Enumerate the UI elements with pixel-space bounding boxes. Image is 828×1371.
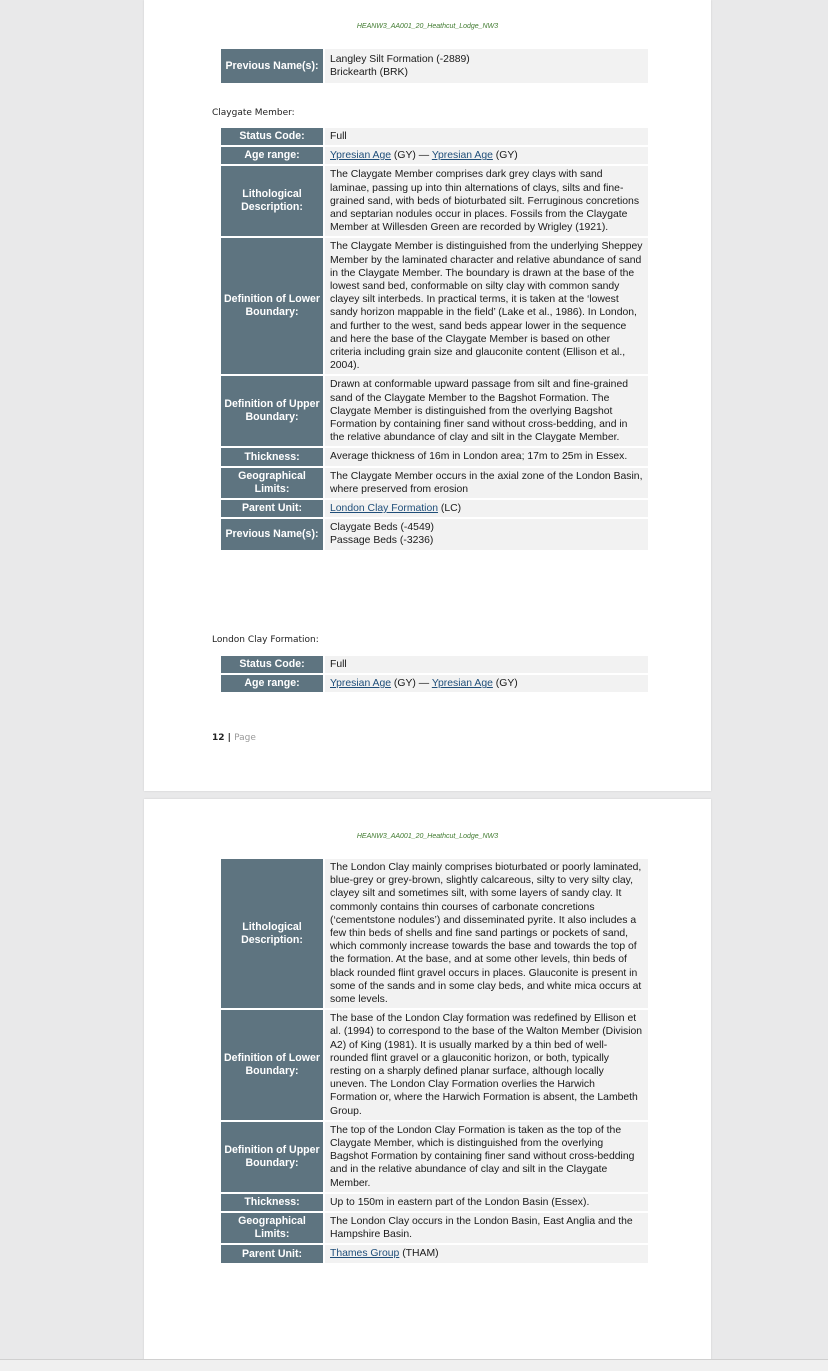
parent-unit-code: (LC) <box>438 503 462 515</box>
thickness-value: Average thickness of 16m in London area; 17m to 25m in Essex. <box>323 448 648 465</box>
lower-boundary-value: The base of the London Clay formation was redefined by Ellison et al. (1994) to correspond to the base of the Walton Member (Division A2) of King (1981). It is usually marked by a thin bed of well-rounded flint gravel or a glauconitic horizon, or both, typically resting on a sharply defined planar surface, although locally uneven. The London Clay Formation overlies the Harwich Formation or, where the Harwich Formation is absent, the Lambeth Group. <box>323 1010 648 1120</box>
table-row <box>221 448 648 465</box>
previous-name-2: Brickearth (BRK) <box>330 67 408 78</box>
geographical-limits-label: Geographical Limits: <box>221 468 323 498</box>
viewer-bottom-bar <box>0 1359 828 1371</box>
parent-unit-code: (THAM) <box>399 1248 439 1260</box>
age-range-label: Age range: <box>221 147 323 164</box>
age-range-label: Age range: <box>221 675 323 692</box>
upper-boundary-value: The top of the London Clay Formation is taken as the top of the Claygate Member, which is distinguished from the overlying Bagshot Formation by containing finer sand without cross-bedding and in the relative abundance of clay and silt in the Claygate Member. <box>323 1122 648 1192</box>
section-label-claygate: Claygate Member: <box>212 108 295 118</box>
previous-name-1: Langley Silt Formation (-2889) <box>330 53 470 65</box>
lithological-description-label: Lithological Description: <box>221 859 323 1008</box>
page-number: 12 <box>212 733 225 743</box>
table-row <box>221 1010 648 1120</box>
status-code-value: Full <box>323 128 648 145</box>
status-code-label: Status Code: <box>221 656 323 673</box>
table-row <box>221 859 648 1008</box>
document-header: HEANW3_AA001_20_Heathcut_Lodge_NW3 <box>356 833 499 840</box>
previous-names-label: Previous Name(s): <box>221 49 323 83</box>
age-to-link[interactable]: Ypresian Age <box>431 678 493 690</box>
table-row <box>221 1194 648 1211</box>
upper-boundary-label: Definition of Upper Boundary: <box>221 376 323 446</box>
geographical-limits-value: The Claygate Member occurs in the axial zone of the London Basin, where preserved from erosion <box>323 468 648 498</box>
status-code-label: Status Code: <box>221 128 323 145</box>
table-row <box>221 675 648 692</box>
page-footer <box>212 733 256 743</box>
parent-unit-value <box>323 1245 648 1262</box>
thickness-value: Up to 150m in eastern part of the London Basin (Essex). <box>323 1194 648 1211</box>
lithological-description-value: The London Clay mainly comprises bioturbated or poorly laminated, blue-grey or grey-brown, slightly calcareous, silty to very silty clay, clayey silt and sometimes silt, with some layers of sandy clay. It commonly contains thin courses of carbonate concretions (‘cementstone nodules’) and disseminated pyrite. It also includes a few thin beds of shells and fine sand partings or pockets of sand, which commonly increase towards the base and towards the top of the formation. At the base, and at some other levels, thin beds of black rounded flint gravel occurs in places. Glauconite is present in some of the sands and in some clay beds, and white mica occurs at some levels. <box>323 859 648 1008</box>
table-row <box>221 519 648 549</box>
claygate-member-table <box>221 126 648 552</box>
status-code-value: Full <box>323 656 648 673</box>
age-to-link[interactable]: Ypresian Age <box>431 150 493 162</box>
age-from-code: (GY) — <box>391 678 432 690</box>
lower-boundary-label: Definition of Lower Boundary: <box>221 238 323 374</box>
age-range-value <box>323 675 648 692</box>
parent-unit-link[interactable]: Thames Group <box>330 1248 400 1260</box>
page-word: Page <box>234 733 256 743</box>
thickness-label: Thickness: <box>221 1194 323 1211</box>
parent-unit-value <box>323 500 648 517</box>
document-page-1 <box>144 0 711 791</box>
table-row <box>221 1122 648 1192</box>
age-from-link[interactable]: Ypresian Age <box>330 150 392 162</box>
age-to-code: (GY) <box>492 150 518 162</box>
thickness-label: Thickness: <box>221 448 323 465</box>
lower-boundary-label: Definition of Lower Boundary: <box>221 1010 323 1120</box>
london-clay-head-table <box>221 654 648 694</box>
london-clay-table <box>221 857 648 1265</box>
age-from-code: (GY) — <box>391 150 432 162</box>
table-row <box>221 49 648 83</box>
age-range-value <box>323 147 648 164</box>
table-row <box>221 1213 648 1243</box>
table-row <box>221 656 648 673</box>
parent-unit-label: Parent Unit: <box>221 1245 323 1262</box>
upper-boundary-value: Drawn at conformable upward passage from silt and fine-grained sand of the Claygate Member to the Bagshot Formation. The Claygate Member is distinguished from the overlying Bagshot Formation by containing finer sand without cross-bedding, and in the relative abundance of clay and silt in the Claygate Member. <box>323 376 648 446</box>
table-row <box>221 128 648 145</box>
lithological-description-label: Lithological Description: <box>221 166 323 236</box>
document-header: HEANW3_AA001_20_Heathcut_Lodge_NW3 <box>356 23 499 30</box>
parent-unit-link[interactable]: London Clay Formation <box>330 503 439 515</box>
table-row <box>221 1245 648 1262</box>
previous-name-2: Passage Beds (-3236) <box>330 535 434 547</box>
table-row <box>221 376 648 446</box>
previous-names-label: Previous Name(s): <box>221 519 323 549</box>
upper-boundary-label: Definition of Upper Boundary: <box>221 1122 323 1192</box>
section-label-london-clay: London Clay Formation: <box>212 635 319 645</box>
age-from-link[interactable]: Ypresian Age <box>330 678 392 690</box>
lithological-description-value: The Claygate Member comprises dark grey clays with sand laminae, passing up into thin alternations of clays, silts and fine-grained sand, with beds of bioturbated silt. Ferruginous concretions and septarian nodules occur in places. Fossils from the Claygate Member at Willesden Green are recorded by Wrigley (1921). <box>323 166 648 236</box>
previous-name-1: Claygate Beds (-4549) <box>330 522 434 534</box>
document-page-2 <box>144 799 711 1370</box>
table-row <box>221 147 648 164</box>
table-row <box>221 468 648 498</box>
parent-unit-label: Parent Unit: <box>221 500 323 517</box>
previous-names-table <box>221 47 648 85</box>
lower-boundary-value: The Claygate Member is distinguished from the underlying Sheppey Member by the laminated character and relative abundance of sand in the Claygate Member. The boundary is drawn at the base of the lowest sand bed, conformable on silty clay with common sandy clayey silt interbeds. In practical terms, it is taken at the ‘lowest sandy horizon mappable in the field’ (Lake et al., 1986). In London, and further to the west, sand beds appear lower in the sequence and here the base of the Claygate Member is based on other criteria including grain size and glauconite content (Ellison et al., 2004). <box>323 238 648 374</box>
age-to-code: (GY) <box>492 678 518 690</box>
page-separator: | <box>224 733 235 743</box>
previous-names-value <box>323 519 648 549</box>
previous-names-value <box>323 49 648 83</box>
geographical-limits-label: Geographical Limits: <box>221 1213 323 1243</box>
table-row <box>221 500 648 517</box>
table-row <box>221 166 648 236</box>
geographical-limits-value: The London Clay occurs in the London Basin, East Anglia and the Hampshire Basin. <box>323 1213 648 1243</box>
table-row <box>221 238 648 374</box>
